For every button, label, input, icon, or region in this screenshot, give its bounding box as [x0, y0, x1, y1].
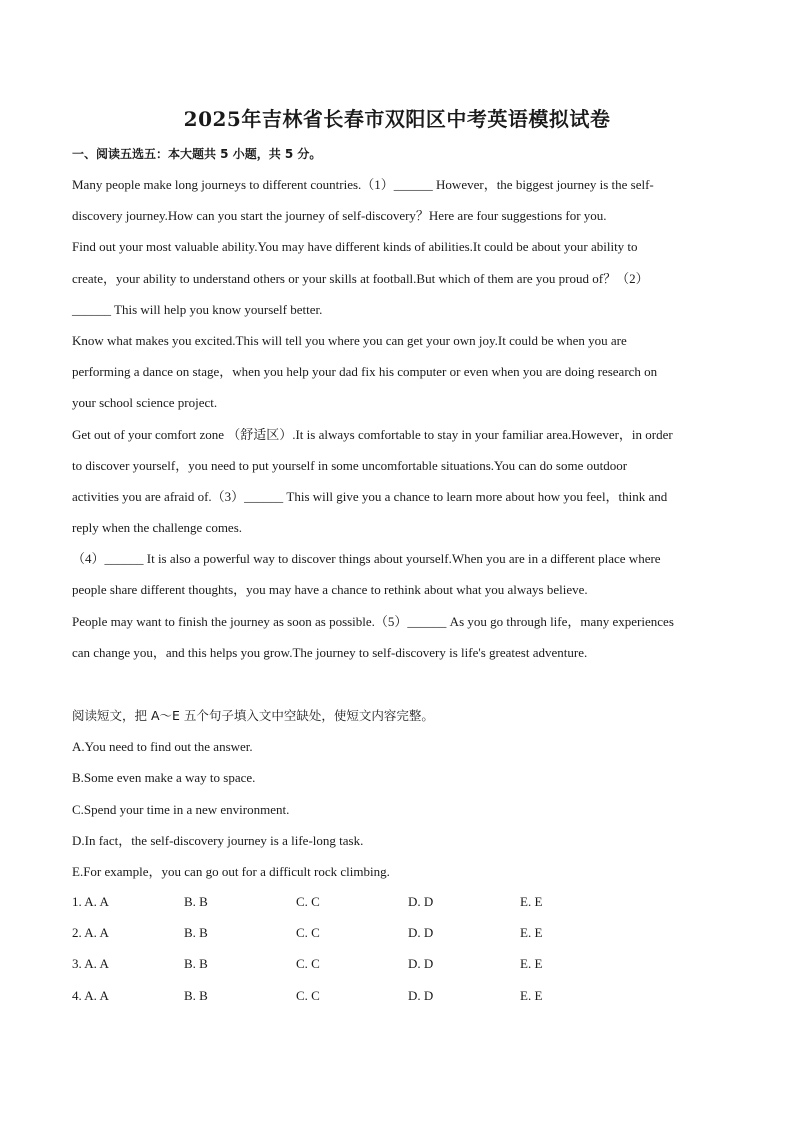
question-row — [72, 951, 722, 982]
choice-a[interactable]: 2. A. A — [72, 925, 109, 941]
page-title: 2025年吉林省长春市双阳区中考英语模拟试卷 — [183, 107, 611, 131]
choice-b[interactable]: B. B — [184, 894, 208, 909]
question-row — [72, 983, 722, 1014]
passage-line: Many people make long journeys to different countries.（1）______ However，the biggest journey is the self- — [72, 177, 654, 192]
question-row — [72, 920, 722, 951]
choice-b[interactable]: B. B — [184, 956, 208, 972]
passage-line: Find out your most valuable ability.You may have different kinds of abilities.It could be about your ability to — [72, 239, 638, 255]
option-e: E.For example，you can go out for a difficult rock climbing. — [72, 863, 390, 879]
question-row — [72, 889, 722, 920]
passage-line: Get out of your comfort zone （舒适区）.It is always comfortable to stay in your familiar area.However，in order — [72, 426, 673, 442]
instruction-text: 阅读短文，把 A～E 五个句子填入文中空缺处，使短文内容完整。 — [72, 708, 434, 723]
option-a: A.You need to find out the answer. — [72, 739, 253, 755]
choice-d[interactable]: D. D — [408, 925, 434, 941]
passage-line: performing a dance on stage，when you help your dad fix his computer or even when you are doing research on — [72, 364, 658, 380]
option-d: D.In fact，the self-discovery journey is a life-long task. — [72, 832, 364, 848]
choice-c[interactable]: C. C — [296, 894, 320, 909]
option-b: B.Some even make a way to space. — [72, 770, 256, 786]
passage-line: reply when the challenge comes. — [72, 520, 243, 536]
choice-b[interactable]: B. B — [184, 925, 208, 941]
choice-a[interactable]: 1. A. A — [72, 894, 109, 909]
passage-line: activities you are afraid of.（3）______ This will give you a chance to learn more about how you feel，think and — [72, 488, 668, 504]
choice-e[interactable]: E. E — [520, 987, 543, 1003]
option-c: C.Spend your time in a new environment. — [72, 801, 290, 817]
choice-c[interactable]: C. C — [296, 925, 320, 941]
passage-line: ______ This will help you know yourself better. — [72, 301, 323, 317]
passage-line: create，your ability to understand others or your skills at football.But which of them are you proud of？（2） — [72, 270, 649, 286]
choice-d[interactable]: D. D — [408, 987, 434, 1003]
choice-e[interactable]: E. E — [520, 894, 543, 909]
choice-b[interactable]: B. B — [184, 987, 208, 1003]
choice-e[interactable]: E. E — [520, 956, 543, 972]
passage-line: （4）______ It is also a powerful way to discover things about yourself.When you are in a different place where — [72, 551, 661, 567]
passage-line: to discover yourself，you need to put yourself in some uncomfortable situations.You can do some outdoor — [72, 457, 628, 473]
options-block — [72, 703, 722, 890]
passage-line: your school science project. — [72, 395, 218, 411]
passage-line: people share different thoughts，you may have a chance to rethink about what you always believe. — [72, 582, 588, 598]
section-heading: 一、阅读五选五：本大题共 5 小题，共 5 分。 — [72, 147, 322, 161]
choice-c[interactable]: C. C — [296, 956, 320, 972]
passage-line: discovery journey.How can you start the journey of self-discovery？Here are four suggestions for you. — [72, 208, 607, 224]
choice-d[interactable]: D. D — [408, 956, 434, 972]
reading-passage — [72, 172, 722, 671]
choice-a[interactable]: 3. A. A — [72, 956, 109, 972]
passage-line: Know what makes you excited.This will tell you where you can get your own joy.It could be when you are — [72, 332, 627, 348]
choice-c[interactable]: C. C — [296, 987, 320, 1003]
choice-d[interactable]: D. D — [408, 894, 434, 909]
answer-choices — [72, 889, 722, 1014]
passage-line: can change you，and this helps you grow.The journey to self-discovery is life's greatest adventure. — [72, 644, 588, 660]
choice-e[interactable]: E. E — [520, 925, 543, 941]
passage-line: People may want to finish the journey as soon as possible.（5）______ As you go through life，many experiences — [72, 613, 674, 629]
choice-a[interactable]: 4. A. A — [72, 987, 109, 1003]
